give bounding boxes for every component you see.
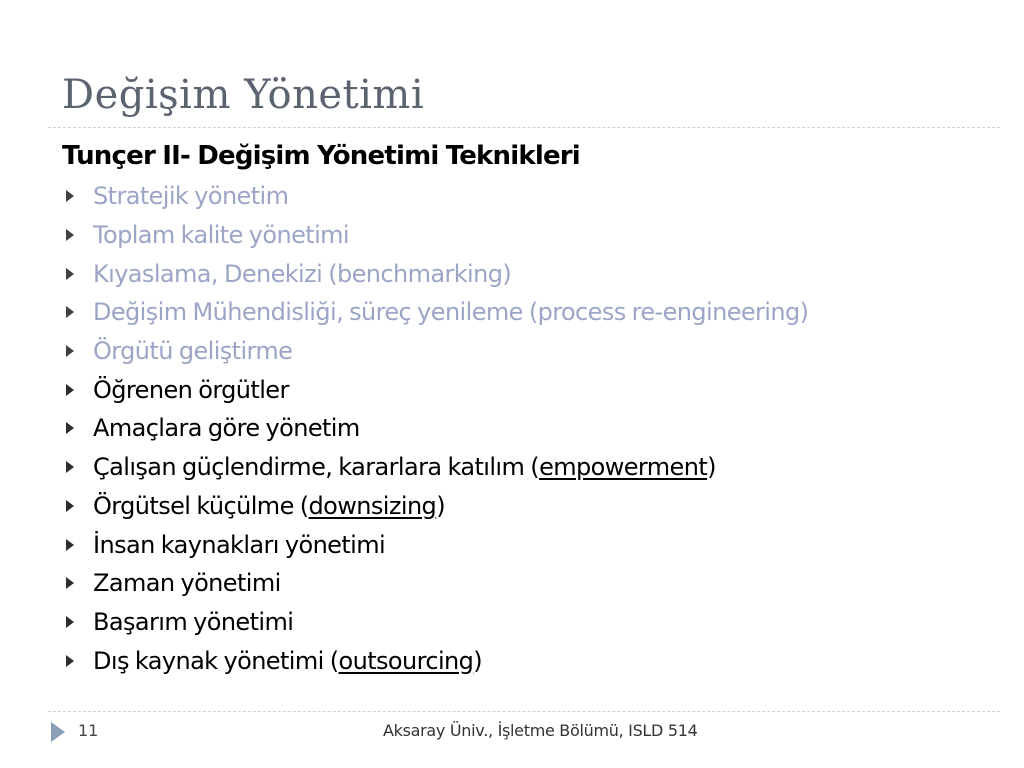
bullet-text: Toplam kalite yönetimi (93, 221, 349, 250)
bullet-text: Amaçlara göre yönetim (93, 414, 360, 443)
bullet-text: Değişim Mühendisliği, süreç yenileme (process re-engineering) (93, 298, 809, 327)
bullet-text: Başarım yönetimi (93, 607, 294, 636)
bullet-item (62, 487, 808, 526)
bullet-text: ) (707, 453, 716, 482)
title-divider (48, 127, 1000, 128)
bullet-text: ) (436, 491, 445, 520)
bullet-item (62, 564, 808, 603)
bullet-arrow-icon (66, 655, 74, 667)
bullet-arrow-icon (66, 384, 74, 396)
bullet-arrow-icon (66, 190, 74, 202)
bullet-item (62, 216, 808, 255)
bullet-arrow-icon (66, 422, 74, 434)
bullet-item (62, 177, 808, 216)
bullet-item (62, 332, 808, 371)
term-link[interactable]: outsourcing (338, 646, 474, 675)
bullet-arrow-icon (66, 577, 74, 589)
bullet-text: Dış kaynak yönetimi ( (93, 646, 339, 675)
bullet-arrow-icon (66, 461, 74, 473)
footer-divider (48, 711, 1000, 712)
bullet-arrow-icon (66, 229, 74, 241)
bullet-arrow-icon (66, 345, 74, 357)
bullet-item (62, 641, 808, 680)
bullet-text: ) (473, 646, 483, 675)
bullet-text: Çalışan güçlendirme, kararlara katılım ( (93, 453, 540, 482)
bullet-list (62, 177, 808, 680)
footer-arrow-icon (51, 722, 65, 742)
bullet-item (62, 603, 808, 642)
bullet-arrow-icon (66, 500, 74, 512)
slide-title: Değişim Yönetimi (62, 72, 425, 118)
bullet-text: İnsan kaynakları yönetimi (93, 530, 386, 559)
bullet-item (62, 409, 808, 448)
bullet-text: Örgütü geliştirme (93, 337, 293, 366)
bullet-arrow-icon (66, 616, 74, 628)
bullet-arrow-icon (66, 539, 74, 551)
bullet-arrow-icon (66, 268, 74, 280)
bullet-item (62, 525, 808, 564)
bullet-text: Zaman yönetimi (93, 569, 281, 598)
bullet-item (62, 293, 808, 332)
bullet-arrow-icon (66, 306, 74, 318)
bullet-text: Kıyaslama, Denekizi (benchmarking) (93, 259, 512, 288)
bullet-text: Stratejik yönetim (93, 182, 289, 211)
term-link[interactable]: empowerment (539, 453, 708, 482)
bullet-item (62, 370, 808, 409)
section-heading: Tunçer II- Değişim Yönetimi Teknikleri (62, 141, 580, 171)
bullet-item (62, 448, 808, 487)
page-number: 11 (78, 721, 99, 740)
term-link[interactable]: downsizing (308, 491, 437, 520)
bullet-text: Öğrenen örgütler (93, 375, 289, 404)
bullet-item (62, 254, 808, 293)
bullet-text: Örgütsel küçülme ( (93, 491, 309, 520)
footer-text: Aksaray Üniv., İşletme Bölümü, ISLD 514 (383, 721, 698, 740)
